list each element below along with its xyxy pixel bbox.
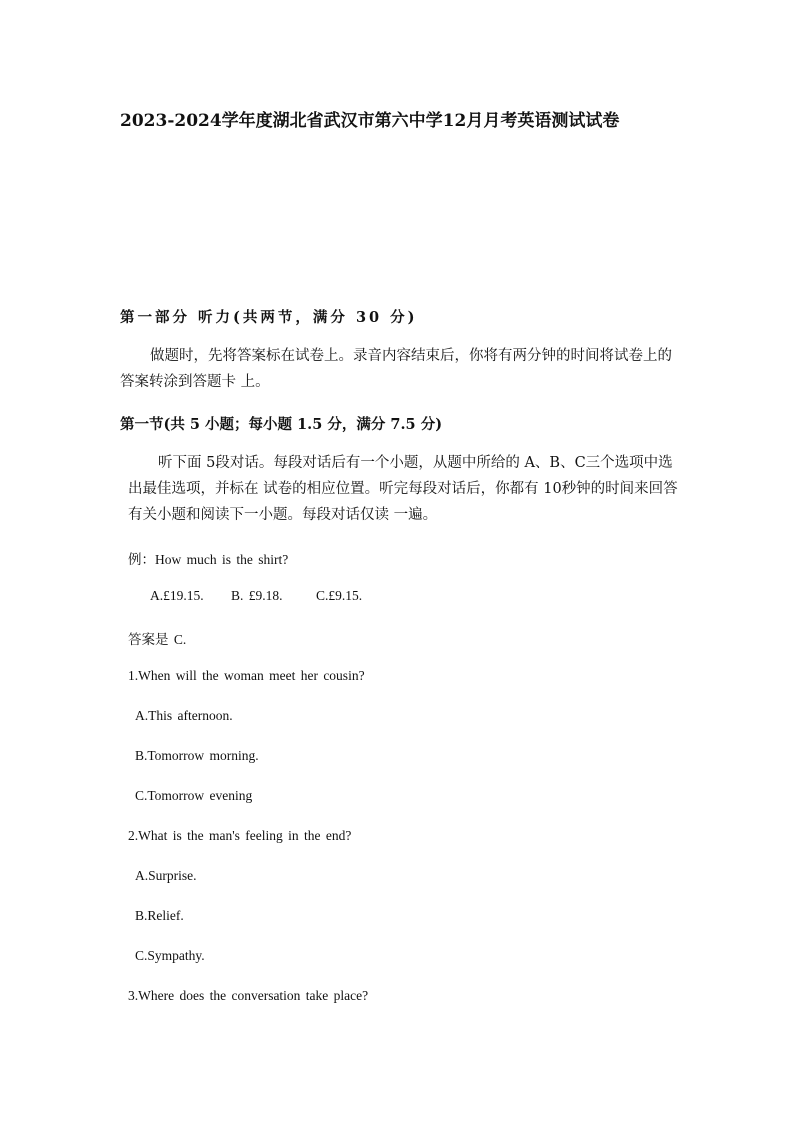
- part1-instruction: 做题时，先将答案标在试卷上。录音内容结束后，你将有两分钟的时间将试卷上的答案转涂到答题卡 上。: [120, 348, 672, 390]
- section1-instruction: 听下面 5段对话。每段对话后有一个小题，从题中所给的 A、B、C三个选项中选出最佳选项，并标在 试卷的相应位置。听完每段对话后，你都有 10秒钟的时间来回答有关小题和阅读下一小题。每段对话仅读 一遍。: [128, 455, 678, 523]
- question-2-option-a: A.Surprise.: [135, 868, 197, 883]
- question-1-option-c: C.Tomorrow evening: [135, 788, 253, 803]
- part1-heading: 第一部分 听力(共两节，满分 30 分): [120, 309, 418, 326]
- question-2-stem: 2.What is the man's feeling in the end?: [128, 828, 352, 843]
- question-2-option-b: B.Relief.: [135, 908, 184, 923]
- question-1-option-a: A.This afternoon.: [135, 708, 233, 723]
- example-option-b: B. £9.18.: [231, 588, 283, 603]
- question-1-option-b: B.Tomorrow morning.: [135, 748, 259, 763]
- question-3-stem: 3.Where does the conversation take place?: [128, 988, 369, 1003]
- question-2-option-c: C.Sympathy.: [135, 948, 205, 963]
- example-answer: 答案是 C.: [128, 632, 187, 647]
- example-option-c: C.£9.15.: [316, 588, 363, 603]
- example-question: 例：How much is the shirt?: [128, 552, 289, 567]
- question-1-stem: 1.When will the woman meet her cousin?: [128, 668, 365, 683]
- section1-heading: 第一节(共 5 小题；每小题 1.5 分，满分 7.5 分): [120, 416, 443, 433]
- exam-title: 2023-2024学年度湖北省武汉市第六中学12月月考英语测试试卷: [120, 111, 620, 131]
- example-option-a: A.£19.15.: [150, 588, 204, 603]
